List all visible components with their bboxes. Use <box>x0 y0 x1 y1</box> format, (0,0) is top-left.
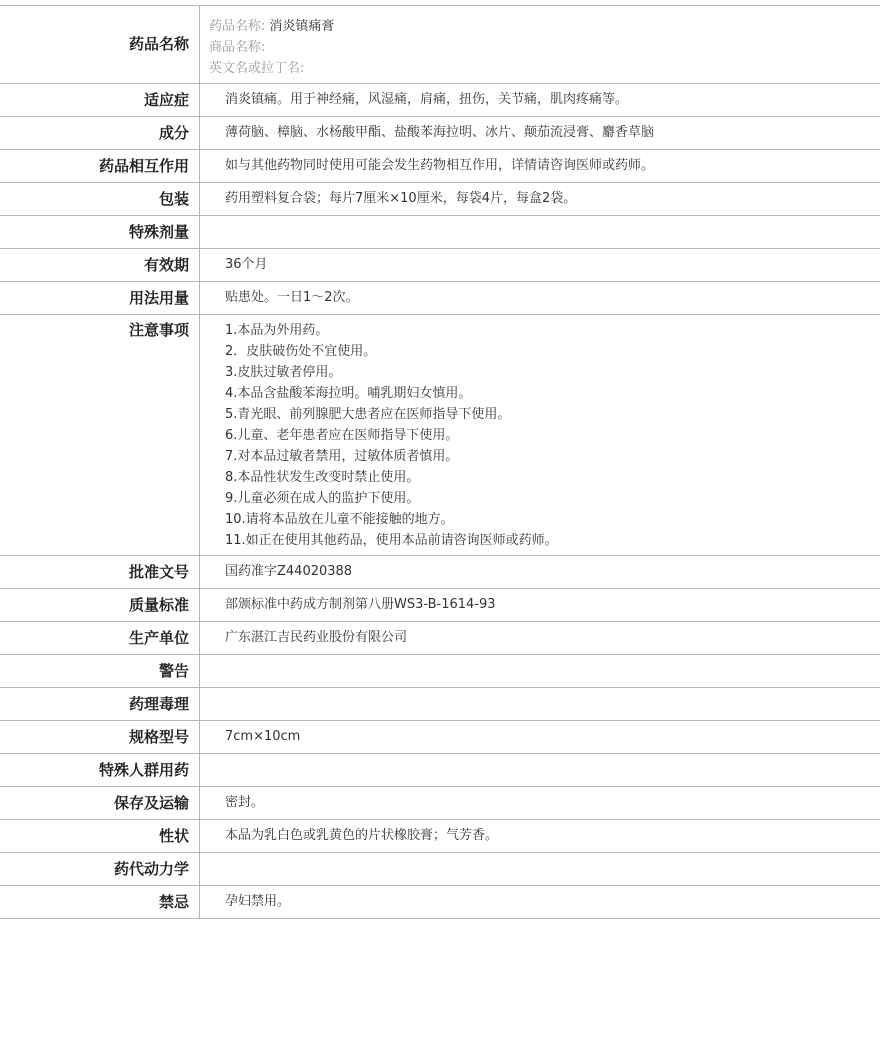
row-value: 国药准字Z44020388 <box>225 564 353 579</box>
row-label: 特殊剂量 <box>0 216 200 248</box>
row-label: 包装 <box>0 183 200 215</box>
row-value: 部颁标准中药成方制剂第八册WS3-B-1614-93 <box>225 597 496 612</box>
english-name-line <box>209 58 880 79</box>
row-value: 消炎镇痛。用于神经痛，风湿痛，肩痛，扭伤，关节痛，肌肉疼痛等。 <box>225 92 629 107</box>
row-value <box>200 754 880 786</box>
generic-name-value: 消炎镇痛膏 <box>269 19 335 34</box>
list-item: 1.本品为外用药。 <box>225 323 329 338</box>
row-value: 药用塑料复合袋；每片7厘米×10厘米，每袋4片，每盒2袋。 <box>225 191 577 206</box>
generic-name-line <box>209 16 880 37</box>
row-packaging <box>0 183 880 216</box>
row-value <box>200 655 880 687</box>
row-value <box>200 853 880 885</box>
row-label: 质量标准 <box>0 589 200 621</box>
row-precautions <box>0 315 880 556</box>
row-contraindications <box>0 886 880 919</box>
row-value: 36个月 <box>225 257 268 272</box>
trade-name-line <box>209 37 880 58</box>
row-label: 禁忌 <box>0 886 200 918</box>
row-label: 注意事项 <box>0 315 200 555</box>
row-label: 生产单位 <box>0 622 200 654</box>
list-item: 6.儿童、老年患者应在医师指导下使用。 <box>225 428 459 443</box>
trade-name-key: 商品名称: <box>209 40 266 55</box>
row-label: 用法用量 <box>0 282 200 314</box>
row-ingredients <box>0 117 880 150</box>
row-value: 7cm×10cm <box>225 729 301 744</box>
row-shelf-life <box>0 249 880 282</box>
row-label: 药品名称 <box>0 6 200 83</box>
row-value <box>200 216 880 248</box>
row-pharmacology <box>0 688 880 721</box>
row-value: 薄荷脑、樟脑、水杨酸甲酯、盐酸苯海拉明、冰片、颠茄流浸膏、麝香草脑 <box>225 125 655 140</box>
row-label: 特殊人群用药 <box>0 754 200 786</box>
row-pharmacokinetics <box>0 853 880 886</box>
row-label: 成分 <box>0 117 200 149</box>
row-value: 广东湛江吉民药业股份有限公司 <box>225 630 408 645</box>
row-storage <box>0 787 880 820</box>
row-warning <box>0 655 880 688</box>
row-value: 本品为乳白色或乳黄色的片状橡胶膏；气芳香。 <box>225 828 499 843</box>
row-quality-standard <box>0 589 880 622</box>
list-item: 3.皮肤过敏者停用。 <box>225 365 342 380</box>
generic-name-key: 药品名称: <box>209 19 266 34</box>
row-label: 保存及运输 <box>0 787 200 819</box>
precautions-list <box>200 315 880 555</box>
list-item: 11.如正在使用其他药品，使用本品前请咨询医师或药师。 <box>225 533 558 548</box>
list-item: 7.对本品过敏者禁用，过敏体质者慎用。 <box>225 449 459 464</box>
list-item: 8.本品性状发生改变时禁止使用。 <box>225 470 420 485</box>
row-label: 药品相互作用 <box>0 150 200 182</box>
list-item: 5.青光眼、前列腺肥大患者应在医师指导下使用。 <box>225 407 511 422</box>
row-description <box>0 820 880 853</box>
drug-name-values <box>200 6 880 83</box>
row-indications <box>0 84 880 117</box>
row-specification <box>0 721 880 754</box>
row-manufacturer <box>0 622 880 655</box>
list-item: 10.请将本品放在儿童不能接触的地方。 <box>225 512 454 527</box>
row-dosage <box>0 282 880 315</box>
english-name-key: 英文名或拉丁名: <box>209 61 305 76</box>
row-interactions <box>0 150 880 183</box>
list-item: 4.本品含盐酸苯海拉明。哺乳期妇女慎用。 <box>225 386 472 401</box>
row-label: 规格型号 <box>0 721 200 753</box>
row-label: 性状 <box>0 820 200 852</box>
row-label: 有效期 <box>0 249 200 281</box>
row-value <box>200 688 880 720</box>
row-value: 孕妇禁用。 <box>225 894 291 909</box>
row-special-populations <box>0 754 880 787</box>
list-item: 9.儿童必须在成人的监护下使用。 <box>225 491 420 506</box>
row-label: 适应症 <box>0 84 200 116</box>
row-label: 药代动力学 <box>0 853 200 885</box>
list-item: 2．皮肤破伤处不宜使用。 <box>225 344 377 359</box>
row-value: 贴患处。一日1～2次。 <box>225 290 359 305</box>
row-value: 如与其他药物同时使用可能会发生药物相互作用，详情请咨询医师或药师。 <box>225 158 655 173</box>
row-label: 警告 <box>0 655 200 687</box>
row-label: 批准文号 <box>0 556 200 588</box>
drug-info-table <box>0 5 880 919</box>
row-approval-number <box>0 556 880 589</box>
row-drug-name <box>0 6 880 84</box>
row-value: 密封。 <box>225 795 265 810</box>
row-special-dosage <box>0 216 880 249</box>
row-label: 药理毒理 <box>0 688 200 720</box>
